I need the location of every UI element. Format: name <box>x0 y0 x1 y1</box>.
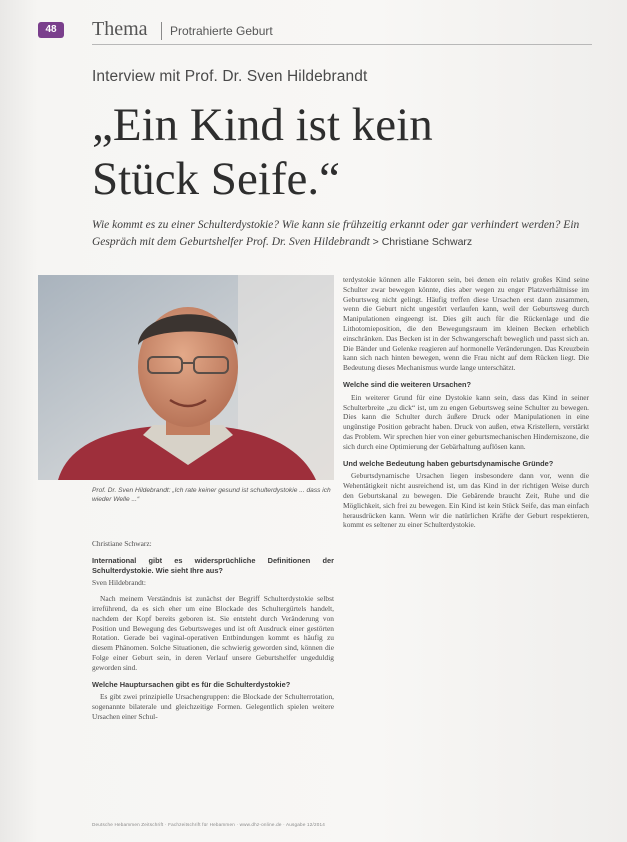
portrait-photo <box>38 275 334 480</box>
interviewer-name: Christiane Schwarz: <box>92 539 152 548</box>
answer-speaker: Sven Hildebrandt: <box>92 578 146 588</box>
question-4: Und welche Bedeutung haben geburtsdynamische Gründe? <box>343 458 554 468</box>
article-headline <box>92 98 612 206</box>
page-number: 48 <box>38 22 64 38</box>
right-paragraph-3: Geburtsdynamische Ursachen liegen insbesondere dann vor, wenn die Wehentätigkeit nicht ausreichend ist, um das Kind in der richtigen Weise durch den Geburtskanal zu bewegen. Die Gebärende braucht Zeit, Ruhe und die Möglichkeit, sich frei zu bewegen. Ein Kind ist kein Stück Seife, das man einfach herausdrücken kann. Wenn wir die natürlichen Kräfte der Geburt respektieren, kommt es seltener zu einer Schulterdystokie. <box>343 471 589 530</box>
question-2: Welche Hauptursachen gibt es für die Schulterdystokie? <box>92 679 291 689</box>
right-column <box>343 275 589 536</box>
question-1: International gibt es widersprüchliche Definitionen der Schulterdystokie. Wie sieht Ihre aus? <box>92 555 334 575</box>
headline-line-1: „Ein Kind ist kein <box>92 99 433 151</box>
headline-line-2: Stück Seife.“ <box>92 153 340 205</box>
rubric-divider <box>161 22 162 40</box>
article-kicker: Interview mit Prof. Dr. Sven Hildebrandt <box>92 68 368 85</box>
page-footer: Deutsche Hebammen Zeitschrift · Fachzeitschrift für Hebammen · www.dhz-online.de · Ausgabe 12/2014 <box>92 822 326 827</box>
section-rubric: Thema <box>92 18 148 40</box>
answer-2: Es gibt zwei prinzipielle Ursachengruppen: die Blockade der Schulterrotation, sogenannte bilaterale und gleichzeitige Formen. Gelegentlich spielen weitere Ursachen einer Schul- <box>92 692 334 721</box>
left-column <box>92 539 334 728</box>
portrait-illustration <box>38 275 334 480</box>
answer-1: Nach meinem Verständnis ist zunächst der Begriff Schulterdystokie selbst irreführend, da es sich eher um eine Blockade des Schultergürtels handelt, nachdem der Kopf bereits geboren ist. Sie entsteht durch Veränderung von Position und Bewegung des Geburtsweges und ist oft Ausdruck einer gestörten Rotation. Gerade bei vaginal-operativen Entbindungen kommt es häufig zu diesem Phänomen. Solche Situationen, die schwierig geworden sind, können die Folge einer Geburt sein, in deren Verlauf unsere Geburtshelfer ungeduldig geworden sind. <box>92 594 334 672</box>
lead-author: > Christiane Schwarz <box>372 236 473 248</box>
section-subrubric: Protrahierte Geburt <box>170 24 273 38</box>
photo-caption: Prof. Dr. Sven Hildebrandt: „Ich rate keiner gesund ist schulterdystokie ... dass ich wieder Welle ...“ <box>92 487 331 503</box>
lead-text: Wie kommt es zu einer Schulterdystokie? Wie kann sie frühzeitig erkannt oder gar verhindert werden? Ein Gespräch mit dem Geburtshelfer Prof. Dr. Sven Hildebrandt <box>92 219 580 248</box>
question-3: Welche sind die weiteren Ursachen? <box>343 379 472 389</box>
right-paragraph-1: terdystokie können alle Faktoren sein, bei denen ein relativ großes Kind seine Schulter zwar bewegen könnte, dies aber wegen zu enger Platzverhältnisse im Geburtsweg nicht gelingt. Häufig treffen diese Ursachen erst dann zusammen, wenn die Geburt nicht ungestört verlaufen kann, weil der Geburtsweg durch Manipulationen eingeengt ist. Dies gilt auch für die Rückenlage und die Lithotomieposition, die den Bewegungsraum im kleinen Becken erheblich einschränken. Das Becken ist in der Schwangerschaft beweglich und passt sich an. Die Bänder und Gelenke reagieren auf hormonelle Veränderungen. Das Kreuzbein kann sich nach hinten bewegen, wenn die Frau nicht auf dem Rücken liegt. Die Bedeutung dieses Mechanismus wurde lange unterschätzt. <box>343 275 589 373</box>
article-lead <box>92 217 592 251</box>
right-paragraph-2: Ein weiterer Grund für eine Dystokie kann sein, dass das Kind in seiner Schulterbreite „zu dick“ ist, um zu engen Geburtsweg seine Schulter zu bewegen. Dies kann die Schulter durch äußere Druck oder Manipulationen in eine ungünstige Position gebracht haben. Druck von außen, etwa Kristellern, verstärkt das Problem. Wir sprechen hier von einer geburtsmechanischen Hinderniszone, die sich durch eine Optimierung der Gebärhaltung auflösen kann. <box>343 392 589 451</box>
header-rule <box>92 44 592 45</box>
